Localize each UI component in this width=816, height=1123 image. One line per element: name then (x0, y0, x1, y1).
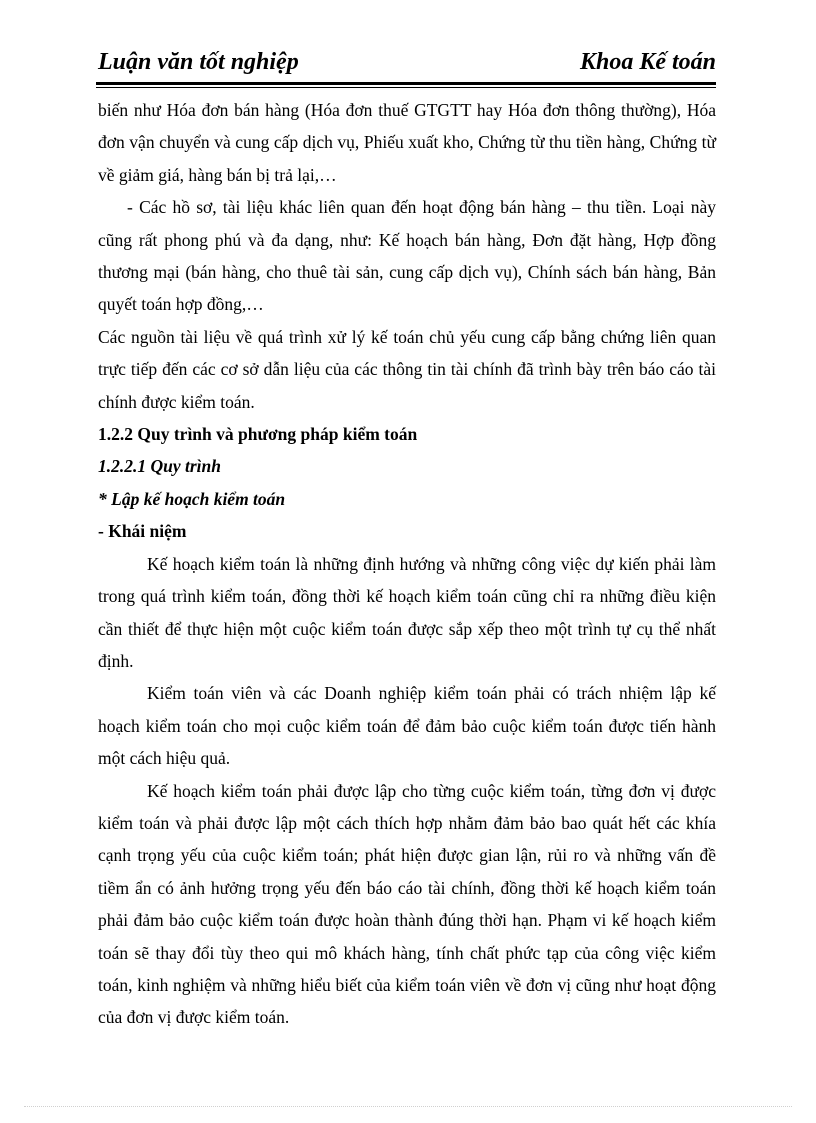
header-rule-thick (96, 82, 716, 85)
paragraph-accounting-sources: Các nguồn tài liệu về quá trình xử lý kế toán chủ yếu cung cấp bằng chứng liên quan trực tiếp đến các cơ sở dẫn liệu của các thông tin tài chính đã trình bày trên báo cáo tài chính được kiểm toán. (98, 326, 716, 412)
header-thesis-title: Luận văn tốt nghiệp (98, 49, 299, 75)
header-faculty: Khoa Kế toán (579, 49, 716, 75)
page-bottom-border (24, 1106, 792, 1107)
subsection-heading-1-2-2-1: 1.2.2.1 Quy trình (98, 456, 222, 477)
paragraph-source-documents: biến như Hóa đơn bán hàng (Hóa đơn thuế GTGTT hay Hóa đơn thông thường), Hóa đơn vận chuyển và cung cấp dịch vụ, Phiếu xuất kho, Chứng từ thu tiền hàng, Chứng từ về giảm giá, hàng bán bị trả lại,… (98, 100, 716, 185)
paragraph-plan-definition: Kế hoạch kiểm toán là những định hướng và những công việc dự kiến phải làm trong quá trình kiểm toán, đồng thời kế hoạch kiểm toán cũng chỉ ra những điều kiện cần thiết để thực hiện một cuộc kiểm toán được sắp xếp theo một trình tự cụ thể nhất định. (98, 553, 716, 671)
section-heading-1-2-2: 1.2.2 Quy trình và phương pháp kiểm toán (98, 424, 418, 445)
paragraph-auditor-responsibility: Kiểm toán viên và các Doanh nghiệp kiểm toán phải có trách nhiệm lập kế hoạch kiểm toán cho mọi cuộc kiểm toán để đảm bảo cuộc kiểm toán được tiến hành một cách hiệu quả. (98, 683, 716, 769)
subheading-concept: - Khái niệm (98, 521, 187, 542)
subheading-audit-planning: * Lập kế hoạch kiểm toán (98, 488, 286, 509)
bullet-other-documents: - Các hồ sơ, tài liệu khác liên quan đến hoạt động bán hàng – thu tiền. Loại này cũng rất phong phú và đa dạng, như: Kế hoạch bán hàng, Đơn đặt hàng, Hợp đồng thương mại (bán hàng, cho thuê tài sản, cung cấp dịch vụ), Chính sách bán hàng, Bản quyết toán hợp đồng,… (98, 197, 716, 315)
paragraph-plan-scope: Kế hoạch kiểm toán phải được lập cho từng cuộc kiểm toán, từng đơn vị được kiểm toán và phải được lập một cách thích hợp nhằm đảm bảo bao quát hết các khía cạnh trọng yếu của cuộc kiểm toán; phát hiện được gian lận, rủi ro và những vấn đề tiềm ẩn có ảnh hưởng trọng yếu đến báo cáo tài chính, đồng thời kế hoạch kiểm toán phải đảm bảo cuộc kiểm toán được hoàn thành đúng thời hạn. Phạm vi kế hoạch kiểm toán sẽ thay đổi tùy theo qui mô khách hàng, tính chất phức tạp của công việc kiểm toán, kinh nghiệm và những hiểu biết của kiểm toán viên về đơn vị cũng như hoạt động của đơn vị được kiểm toán. (98, 780, 716, 1028)
page-header (98, 46, 716, 78)
header-rule-thin (96, 87, 716, 88)
document-body (98, 94, 716, 1034)
